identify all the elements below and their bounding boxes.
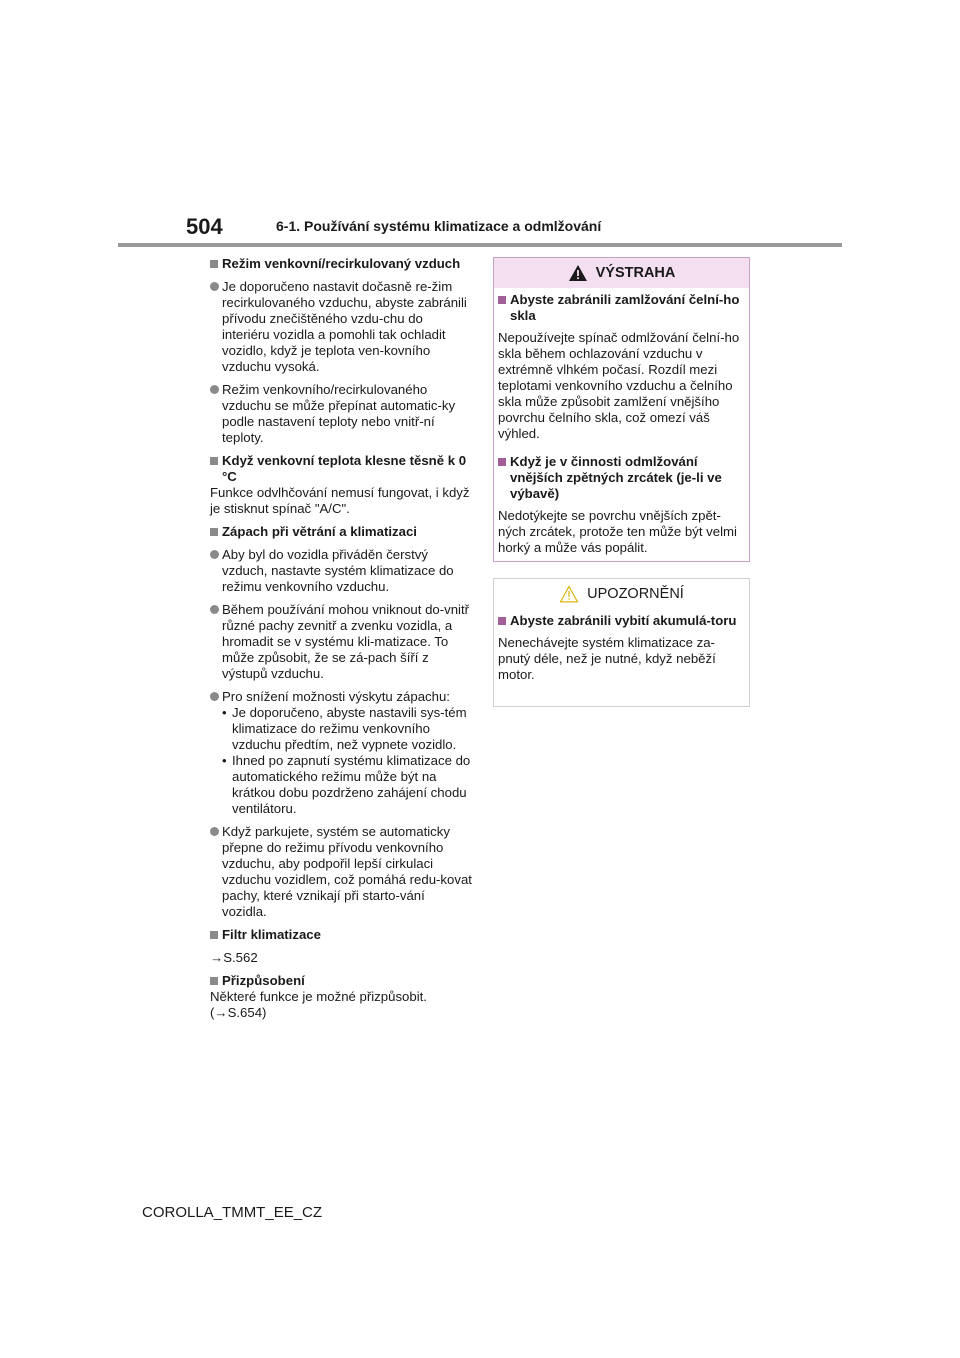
- header-rule: [118, 243, 842, 247]
- bullet-item: Pro snížení možnosti výskytu zápachu: • Je doporučeno, abyste nastavili sys-tém klimatizace do režimu venkovního vzduchu předtím, než vypnete vozidlo. • Ihned po zapnutí systému klimatizace do automatického režimu může být na krátkou dobu pozdrženo zahájení chodu ventilátoru.: [210, 689, 472, 817]
- document-id: COROLLA_TMMT_EE_CZ: [142, 1204, 323, 1221]
- caution-title: UPOZORNĚNÍ: [587, 586, 684, 602]
- page-number: 504: [186, 214, 223, 239]
- paragraph: Některé funkce je možné přizpůsobit. (→S.654): [210, 989, 427, 1020]
- warning-box: [493, 257, 750, 562]
- bullet-item: Když parkujete, systém se automaticky přepne do režimu přívodu venkovního vzduchu, aby podpořil lepší cirkulaci vzduchu vozidlem, což pomáhá redu-kovat pachy, které vznikají při starto-vání vozidla.: [210, 824, 472, 920]
- warning-triangle-icon: [568, 264, 588, 282]
- warning-paragraph: Nepoužívejte spínač odmlžování čelní-ho skla během ochlazování vzduchu v extrémně vlhkém počasí. Rozdíl mezi teplotami venkovního vzduchu a čelního skla může způsobit zamlžení vnějšího povrchu čelního skla, což omezí váš výhled.: [498, 330, 740, 441]
- caution-triangle-icon: [559, 585, 579, 603]
- warning-header: [494, 258, 749, 288]
- square-bullet-icon: [498, 458, 506, 466]
- square-bullet-icon: [210, 977, 218, 985]
- round-bullet-icon: [210, 827, 219, 836]
- page-reference-link[interactable]: →S.562: [210, 950, 258, 965]
- caution-heading: Abyste zabránili vybití akumulá-toru: [498, 613, 745, 629]
- round-bullet-icon: [210, 550, 219, 559]
- chapter-title: 6-1. Používání systému klimatizace a odmlžování: [276, 218, 602, 234]
- round-bullet-icon: [210, 282, 219, 291]
- bullet-item: Aby byl do vozidla přiváděn čerstvý vzduch, nastavte systém klimatizace do režimu venkovního vzduchu.: [210, 547, 472, 595]
- round-bullet-icon: [210, 692, 219, 701]
- heading-filter: Filtr klimatizace: [210, 927, 472, 943]
- sub-bullet: • Ihned po zapnutí systému klimatizace do automatického režimu může být na krátkou dobu pozdrženo zahájení chodu ventilátoru.: [222, 753, 471, 816]
- heading-low-temp: Když venkovní teplota klesne těsně k 0 °C: [210, 453, 472, 485]
- caution-paragraph: Nenechávejte systém klimatizace za-pnutý déle, než je nutné, když neběží motor.: [498, 635, 716, 682]
- bullet-item: Během používání mohou vniknout do-vnitř různé pachy zevnitř a zvenku vozidla, a hromadit se v systému kli-matizace. To může způsobit, že se zá-pach šíří z výstupů vzduchu.: [210, 602, 472, 682]
- warning-heading: Když je v činnosti odmlžování vnějších zpětných zrcátek (je-li ve výbavě): [498, 454, 745, 502]
- square-bullet-icon: [210, 931, 218, 939]
- square-bullet-icon: [210, 528, 218, 536]
- square-bullet-icon: [498, 617, 506, 625]
- square-bullet-icon: [498, 296, 506, 304]
- square-bullet-icon: [210, 457, 218, 465]
- bullet-item: Je doporučeno nastavit dočasně re-žim recirkulovaného vzduchu, abyste zabránili přívodu znečištěného vzdu-chu do interiéru vozidla a pomohli tak ochladit vozidlo, když je teplota ven-kovního vzduchu vysoká.: [210, 279, 472, 375]
- caution-box: [493, 578, 750, 707]
- left-column: [210, 256, 472, 1028]
- warning-heading: Abyste zabránili zamlžování čelní-ho skla: [498, 292, 745, 324]
- heading-odor: Zápach při větrání a klimatizaci: [210, 524, 472, 540]
- caution-header: [494, 579, 749, 609]
- square-bullet-icon: [210, 260, 218, 268]
- bullet-item: Režim venkovního/recirkulovaného vzduchu se může přepínat automatic-ky podle nastavení teploty nebo vnitř-ní teploty.: [210, 382, 472, 446]
- warning-title: VÝSTRAHA: [595, 265, 676, 281]
- heading-air-mode: Režim venkovní/recirkulovaný vzduch: [210, 256, 472, 272]
- heading-customization: Přizpůsobení: [210, 973, 472, 989]
- round-bullet-icon: [210, 605, 219, 614]
- sub-bullet: • Je doporučeno, abyste nastavili sys-tém klimatizace do režimu venkovního vzduchu předtím, než vypnete vozidlo.: [222, 705, 467, 752]
- paragraph: Funkce odvlhčování nemusí fungovat, i když je stisknut spínač "A/C".: [210, 485, 470, 516]
- round-bullet-icon: [210, 385, 219, 394]
- warning-paragraph: Nedotýkejte se povrchu vnějších zpět-ných zrcátek, protože ten může být velmi horký a může vás popálit.: [498, 508, 737, 555]
